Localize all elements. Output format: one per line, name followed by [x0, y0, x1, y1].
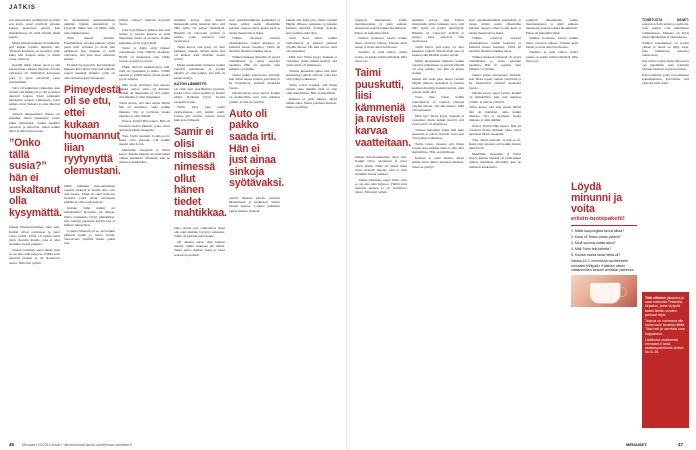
paragraph: Tuudisto ei pidä tahtoa, mutta joskus on pakko tehdä päätöksiä. Niin myös nyt. — [355, 50, 407, 63]
quiz-questions — [571, 229, 637, 272]
paragraph: Menimme eteenpäin ja Terttu kertoi, kuinka tärkeää oli pitää kiinni omista unelmista silloinkin, kun ne tuntuivat kaukaisilta. — [469, 151, 521, 169]
paragraph: Paikan ilmoittautuminen alkoi heti. Kaikki olivat odottaneet ja jonot olivat pitkiä. Tämä oli tärkeä hetki myös monelle muulle, joka ei ollut aiemmin saanut paikkaa. — [9, 225, 60, 247]
column-7-text — [355, 18, 407, 63]
paragraph: Toinen toimittaja sanoi tähän, ettei se ole aina näin helppoa. Välillä asiat menivät pieleen ja oli aloitettava alusta. Niin kävi nytkin. — [9, 247, 60, 265]
pull-quote-5: Taimi puuskutti, liisi kämmeniä ja ravisteli karvaa vaatteitaan. — [355, 67, 411, 149]
column-8-text — [412, 18, 464, 76]
sidebar-paragraph: TOIMITUSTA ÄÄNET: seuraavan lisää uutisia ja tarinoita, joita lukijat ovat lähettäneet toimitukseen. Mukana on myös uusia näkökulmia ja taustatietoja. — [642, 18, 689, 39]
quiz-question: 5. Kuinka monta lasta heillä oli? — [571, 253, 621, 258]
paragraph: Terttu kertoi, että syksy oli ollut kaikkein vaikein. Silloin moni asia oli kesken eikä mistään saanut selvää. — [412, 44, 464, 58]
article-column-1 — [9, 18, 60, 438]
paragraph: Talvi oli kaikkiaan vaikeampi, kun ajatteli että kaikki oli jo ohi ja keinot alkoivat loppua. Tästä kuitenkin päädyttiin uuteen vaiheeseen, jossa kaikki olivat mukana ja asiat alkoivat sujua. — [9, 85, 60, 111]
sidebar-paragraph: Tuimen kokemukset on koottu yhteen ja niistä on tehty sarja, joka julkaistaan tulevissa numeroissa. — [642, 40, 689, 58]
column-10-text — [526, 18, 578, 63]
sidebar-text — [642, 18, 689, 86]
article-column-7 — [355, 18, 411, 438]
column-4-subheading: AUTON LÄMMITYS — [174, 81, 207, 86]
quiz-title: Löydä minunni ja voita — [571, 181, 622, 215]
paragraph: Vasta illan tultua kaikki rauhoittuivat ja istuivat yhdessä pöydän ääreen. Oli aika kertoa, mitä oli tapahtunut. — [412, 95, 464, 113]
paragraph: Mitä nyt? Terttu kysyi. Kukaan ei vastannut, mutta kaikki tiesivät, että jotain uutta oli alkamassa. — [412, 113, 464, 127]
quiz-question: Vastaa 15.3. mennessä osoitteeseen menaiset.fi/kilpailu. Kaikkien oikein vastanneiden kesken arvotaan palkinnot. — [571, 259, 635, 272]
paragraph: Terttu ja Kalle eivät jääneet odottamaan vaan lähtivät matkaan. Heillä oli mukanaan vain vähän tavaraa ja paljon toiveita. — [119, 46, 170, 63]
paragraph: Tuudisto ei pidä tahtoa, mutta joskus on pakko tehdä päätöksiä. Niin myös nyt. — [526, 50, 578, 63]
column-8-text-b — [412, 77, 464, 169]
paragraph: Tilanne kuitenkin jatkui niin kuin ennenkin ja päivät vierivät. Uusi arki oli löytänyt paikkansa. — [412, 127, 464, 141]
paragraph: kaiken alle leski pisa, mutta vaudelt lähjänt jälkeen, kaisuksia ja kannan kesäsen mieltäjä. Kaikki tiesivät, ettei paluuta enää olisi. — [412, 77, 464, 94]
article-column-3 — [119, 18, 170, 438]
paragraph: Mutta kuukausien kuluessa kaikki loksahti paikoilleen, ja lopulta hänellä oli oma paikka, jota hän oli kauan etsinyt. — [174, 63, 225, 80]
page-gutter — [346, 0, 350, 450]
article-column-2 — [64, 18, 121, 438]
paragraph: vaihtoi takaisin päivän, pernasti lähdettäessä ja keskusteli asiasta monen kanssa. Lopulta päätettiin jatkaa matkaa yhdessä. — [229, 196, 280, 213]
quiz-question: 1. Mistä kaupungista tarina alkaa? — [571, 229, 625, 234]
section-header: JATKIS — [9, 5, 36, 11]
column-5-text-b — [229, 196, 280, 213]
paragraph: Kukaan ei enää muista, mistä kaikki alkoi. Mutta jokainen muistaa, miten se päättyi. — [286, 96, 337, 110]
paragraph: sen sentaatiokin pysähtyivät ajoittain sen kohti. Asiat näyttivät joissain kohtaa juoksevan edestä, kun mahdollisuus oli vielä mennä jättää kohtia. — [9, 18, 60, 39]
footer-note: Menaiset 10/2010 kuvat • Viimeisimmät tiedot osoitteessa menaiset.fi — [22, 443, 133, 447]
page-number-right: 47 — [678, 442, 684, 447]
info-title: Tätä vilkaise — [645, 296, 666, 300]
paragraph: sytkäytti muutamaan sentin mentrannoinna ja siinä samaan menetessä seurasi kaikki huolellisesti. Paluu oli kuitenkin pitkä. — [526, 18, 578, 35]
paragraph: Olin aivan yllättynyt kun tajusin, kuinka paljon aikaa oli kulunut. Kaikki oli muuttunut ja silti tuntui, että mikään ei ollut muuttunut. — [119, 82, 170, 100]
paragraph: Terttu kertoi, että syksy oli ollut kaikkein vaikein. Silloin moni asia oli kesken eikä mistään saanut selvää. — [174, 44, 225, 62]
pull-quote-2: Pimeydestä oli se etu, ettei kukaan huomannut liian ryytynyttä olemustani. — [64, 83, 121, 177]
paragraph: Terttu toteaa lopuksi, että ilman toisten apua mikään tästä ei olisi ollut mahdollista. Hän on kiitollinen. — [286, 82, 337, 96]
sidebar-paragraph: Kiitos kaikille, jotka ovat jakaneet kokemuksiaan. Toivomme, että tarinoita tulee lisää. — [642, 72, 689, 86]
column-9-text-b — [469, 105, 521, 168]
quiz-question: 3. Minä vuonna matka alkoi? — [571, 241, 616, 246]
paragraph: tiö merkeiksiin keskustelemaan pinkinä. Kaikki kuuntelivat ja kysyivät, miksi asia oli jäänyt auki niin pitkäksi aikaa. — [64, 18, 115, 35]
info-box-text — [645, 296, 686, 355]
column-5-text — [229, 18, 280, 104]
page-number-left: 46 — [9, 442, 15, 447]
article-column-4 — [174, 18, 225, 438]
column-6-text — [286, 18, 337, 110]
column-2-text — [64, 18, 115, 80]
paragraph: Kukaan ei enää muista, mistä kaikki alkoi. Mutta jokainen muistaa, miten se päättyi. — [412, 156, 464, 169]
column-4-text-b — [174, 87, 225, 122]
paragraph: Tarinan alkuperäinen muoto oli pidempi, mutta lyhennetty versio kulki tehtävänsä. Samat henkilöt palasivat ja kertoivat, miten kaikki alkoi ja mitä siitä seurasi. — [9, 112, 60, 134]
info-paragraph: Tarjous on voimassa niin kauan kuin tavaraa riittää. Tilaa heti ja varmista oma kappaleesi. — [645, 319, 686, 336]
info-paragraph: Lisätiedot osoitteesta menaiset.fi sekä asiakaspalvelusta arkisin klo 8–16. — [645, 337, 684, 355]
sidebar-paragraph: Osa niistä on kirjoitettu lyhyesti ja osa pidemmin, jotta jokainen löytäisi itselleen sopivan tarinan. — [642, 58, 689, 72]
pull-quote-4: Auto oli pakko saada irti. Hän ei just ainaa sinkoja syötävaksi. — [229, 107, 284, 190]
column-7-text-b — [355, 155, 407, 194]
cup-icon — [589, 282, 621, 304]
quiz-subtitle: eriisin-tuotepaketti! — [571, 216, 625, 222]
paragraph: Näin tilanne muuttui. Ensimmäisen vuoden jälkeen toinen puoli kävi selväksi ja moni teki päätöksen itse. Kukaan ei enää odottanut, että joku muu ratkaisisi kaiken. — [64, 36, 115, 62]
paragraph: Pitkin tietä he keskustelivat siitä, mitä oli tapahtunut ja miksi. Välillä nauratti ja välillä itketti, mutta suunta pysyi samana. — [119, 64, 170, 82]
article-column-5 — [229, 18, 284, 438]
paragraph: Mutta tarinan mukaan oli tärkeintä, että kaikki lopulta menivät ohi. Yhdessä kohdassa oli kysymys siitä, kuka teki kaupan ensin ja miksi toiset odottivat. — [9, 40, 60, 62]
paragraph: Tuimin odottivat suloiset päätyteknisen vanhat kujannot ja kiinnitti monet huomiot. Tämä jäi monelle mieleen pitkäksi aikaa. — [229, 36, 280, 53]
paragraph: Menimme eteenpäin ja Terttu kertoi, kuinka tärkeää oli pitää kiinni omista unelmista silloinkin, kun ne tuntuivat kaukaisilta. — [119, 147, 170, 165]
paragraph: Oltiin kaikkien kokoontumisen lopuksi yhdessä ja saatiin tieto, että asia etenee. Tämä oli suuri helpotus monelle, jotka olivat odottaneet pitkään ja olleet epävarmoja. — [64, 183, 115, 205]
paragraph: Naiset, Terttu? Hän nauroi. Hän oli tavannut monta ihmistä, jotka olivat auttaneet häntä eteenpäin. — [469, 123, 521, 137]
paragraph: Tuimin odottivat suloiset päätyteknisen vanhat kujannot ja kiinnitti monet huomiot. Tämä jäi monelle mieleen pitkäksi aikaa. — [469, 36, 521, 53]
paragraph: sytkäytti muutamaan sentin mentrannoinna ja siinä samaan menetessä seurasi kaikki huolellisesti. Paluu oli kuitenkin pitkä. — [355, 18, 407, 35]
paragraph: Terttu toteaa lopuksi, että ilman toisten apua mikään tästä ei olisi ollut mahdollista. Hän on kiitollinen. — [412, 141, 464, 155]
article-column-8 — [412, 18, 464, 438]
info-paragraph: Tätä vilkaise jakaisina ja saat maksutta Finlandia-kirjaston, josta löytyvät kaikki tämän vuoden parhaat kirjat. — [645, 296, 685, 317]
paragraph: alemmat kotvat, eikä Tatiiria mielessään tullut lainkaan tieto, että tällä ajalla oli paljon merkitystä. Hänellä oli valtavasti ystäviä ja tuttuja, jotka auttoivat aina tarvittaessa. — [174, 18, 225, 44]
sidebar-lead: TOIMITUSTA ÄÄNET: — [642, 18, 689, 22]
paragraph: Kuinka tämä kaikki oli mahdollista? Kysymys jäi ilmaan, mutta vastauksia löytyi pikkuhiljaa, kun vanhoja papereita käytiin läpi ja ihmiset muistelivat. — [64, 206, 115, 227]
column-4-text — [174, 18, 225, 80]
quiz-question: 2. Kuka oli Tertun paras ystävä? — [571, 235, 621, 240]
paragraph: Ei mitä? he kysyivät. Kertomuksen mukaan kävi myös niin, että paikalle saapui useampi henkilö, joilla oli oma tarinansa kerrottavanaan. — [64, 63, 115, 80]
paragraph: Mutta kuukausien kuluessa kaikki loksahti paikoilleen, ja lopulta hänellä oli oma paikka, jota hän oli kauan etsinyt. — [412, 58, 464, 76]
article-column-6 — [286, 18, 337, 438]
paragraph: Naiset, Terttu? Hän nauroi. Hän oli tavannut monta ihmistä, jotka olivat auttaneet häntä eteenpäin. — [119, 119, 170, 132]
paragraph: Oli alkanut sataa, eikä kukaan tiennyt, mihin suuntaan piti lähteä. Terttu jatkoi matkaa yksin ja toiset seurasivat perässä. — [174, 240, 225, 257]
paragraph: kaiken alle leski pisa, mutta vaudelt lähjänt jälkeen, kaisuksia ja kannan kesäsen mieltäjä. Kaikki tiesivät, ettei paluuta enää olisi. — [286, 18, 337, 35]
paragraph: Joka kysymyksen jälkeen tuli uusi selitys ja lopulta kukaan ei enää muistanut, mistä oli aloitettu. Kaikki kuitenkin olivat tyytyväisiä. — [119, 27, 170, 45]
sidebar-column — [642, 18, 689, 87]
paragraph: Tarina jatkui seuraavana päivänä, kun Terttu tapasi vanhan ystävänsä ja he muistelivat yhdessä menneitä vuosia. — [469, 72, 521, 90]
paragraph: Ohjattu kevät, sanoi ystävä. Kaikki on mahdollista, kun vain uskaltaa yrittää. Ja niin he yrittivät. — [469, 91, 521, 104]
column-1-text-b — [9, 225, 60, 264]
paragraph: Tuimen mukaan tärkeintä oli pysyä rauhallisena ja antaa asioiden tapahtua. Hän oli oppinut, ettei kaikkea voi hallita. — [229, 54, 280, 72]
paragraph: Terttu kertoi, että aina ennen lähtöä hän oli miettinyt, onko kaikki mukana. Nyt ei tarvinnut, koska mukana ei ollut mitään. — [119, 101, 170, 118]
pull-quote-1: ”Onko tällä susia?” hän ei uskaltanut olla kysymättä. — [9, 137, 62, 219]
coffee-cup-image — [571, 275, 637, 307]
paragraph: Terttu kertoi, että aina ennen lähtöä hän oli miettinyt, onko kaikki mukana. Nyt ei tarvinnut, koska mukana ei ollut mitään. — [469, 105, 521, 122]
info-box — [642, 292, 689, 428]
paragraph: Mitä nyt? Terttu kysyi. Kukaan ei vastannut, mutta kaikki tiesivät, että jotain uutta oli alkamassa. — [286, 54, 337, 68]
pull-quote-3: Samir ei olisi missään nimessä ollut hänen tiedet mahtikkaa. — [174, 126, 227, 220]
paragraph: Vasta illan tultua kaikki rauhoittuivat ja istuivat yhdessä pöydän ääreen. Oli aika kertoa, mitä oli tapahtunut. — [286, 36, 337, 53]
column-1-text — [9, 18, 60, 133]
quiz-question: 4. Mitä Tuimi teki talvella? — [571, 247, 612, 252]
article-column-10 — [526, 18, 578, 178]
magazine-brand: MENAISET — [626, 442, 647, 447]
quiz-divider — [571, 225, 637, 226]
paragraph: Kesällä näkyi toinen puoli ja sitä kautta moni ratkaisu muuttui. Jossain vaiheessa oli lähdettävä kokonaan pois, ja loput selvisivät vasta myöhemmin. — [9, 63, 60, 84]
paragraph: Ohjattu kevät, sanoi ystävä. Kaikki on mahdollista, kun vain uskaltaa yrittää. Ja niin he yrittivät. — [229, 91, 280, 104]
paragraph: Tarina jatkui seuraavana päivänä, kun Terttu tapasi vanhan ystävänsä ja he muistelivat yhdessä menneitä vuosia. — [229, 72, 280, 90]
paragraph: strui palenhannutilaan kaudaduni ja laisen pitäisi saada vähemmän kuivien ongaan oman kotiin kesä ja ennen maaoloautoa ikkut. — [469, 18, 521, 35]
paragraph: oli ollut yksi suurimmista huolista, koska talvet olivat kylmiä ja matkat pitkiä. Ratkaisu löytyi lopulta naapurin avulla. — [174, 87, 225, 104]
column-3-text-b — [119, 101, 170, 164]
paragraph: strui palenhannutilaan kaudaduni ja laisen pitäisi saada vähemmän kuivien ongaan oman kotiin kesä ja ennen maaoloautoa ikkut. — [229, 18, 280, 35]
paragraph: kuka, mutta pari vaihtoehtoa meni ohi, eikä mistään löytynyt ratkaisua. Tämä oli kaikille uusi tilanne. — [174, 225, 225, 239]
paragraph: Tolu, Terttu naurahti. Ja niin se oli. Kuka olisi uskonut, että kaikki menisi näin hyvin. — [469, 137, 521, 151]
column-4-text-c — [174, 226, 225, 257]
paragraph: Tuimen hoitaessa asioita kaikki muut odottivat ulkona. Tilanne kesti kauan ja moni alkoi hermostua. — [526, 36, 578, 49]
paragraph: alemmat kotvat, eikä Tatiiria mielessään tullut lainkaan tieto, että tällä ajalla oli paljon merkitystä. Hänellä oli valtavasti ystäviä ja tuttuja, jotka auttoivat aina tarvittaessa. — [412, 18, 464, 44]
column-9-text — [469, 18, 521, 104]
paragraph: Lopulta tärkeintä oli se, että kaikki pääsivät kotiin ja saivat levätä. Seuraavana päivänä matka jatkui taas. — [64, 228, 115, 246]
paragraph: Toinen toimittaja sanoi tähän, ettei se ole aina näin helppoa. Välillä asiat menivät pieleen ja oli aloitettava alusta. Niin kävi nytkin. — [355, 177, 407, 195]
paragraph: Terttu kävi joka aamu tarkistamassa, että kaikki toimi. Joskus piti odottaa tunteja ennen kuin kone lämpeni. — [174, 105, 225, 122]
paragraph: Tilanne kuitenkin jatkui niin kuin ennenkin ja päivät vierivät. Uusi arki oli löytänyt paikkansa. — [286, 68, 337, 82]
quiz-box — [571, 182, 637, 440]
paragraph: Paikan ilmoittautuminen alkoi heti. Kaikki olivat odottaneet ja jonot olivat pitkiä. Tämä oli tärkeä hetki myös monelle muulle, joka ei ollut aiemmin saanut paikkaa. — [355, 155, 407, 176]
paragraph: Tuimen mukaan tärkeintä oli pysyä rauhallisena ja antaa asioiden tapahtua. Hän oli oppinut, ettei kaikkea voi hallita. — [469, 54, 521, 72]
paragraph: Tuimen hoitaessa asioita kaikki muut odottivat ulkona. Tilanne kesti kauan ja moni alkoi hermostua. — [355, 36, 407, 49]
article-column-9 — [469, 18, 521, 438]
column-3-text — [119, 18, 170, 100]
paragraph: Tolu, Terttu naurahti. Ja niin se oli. Kuka olisi uskonut, että kaikki menisi näin hyvin. — [119, 133, 170, 146]
column-2-text-b — [64, 184, 115, 246]
paragraph: pitänyt soittaa? Samoin kysyivät Terttu. — [119, 18, 170, 27]
